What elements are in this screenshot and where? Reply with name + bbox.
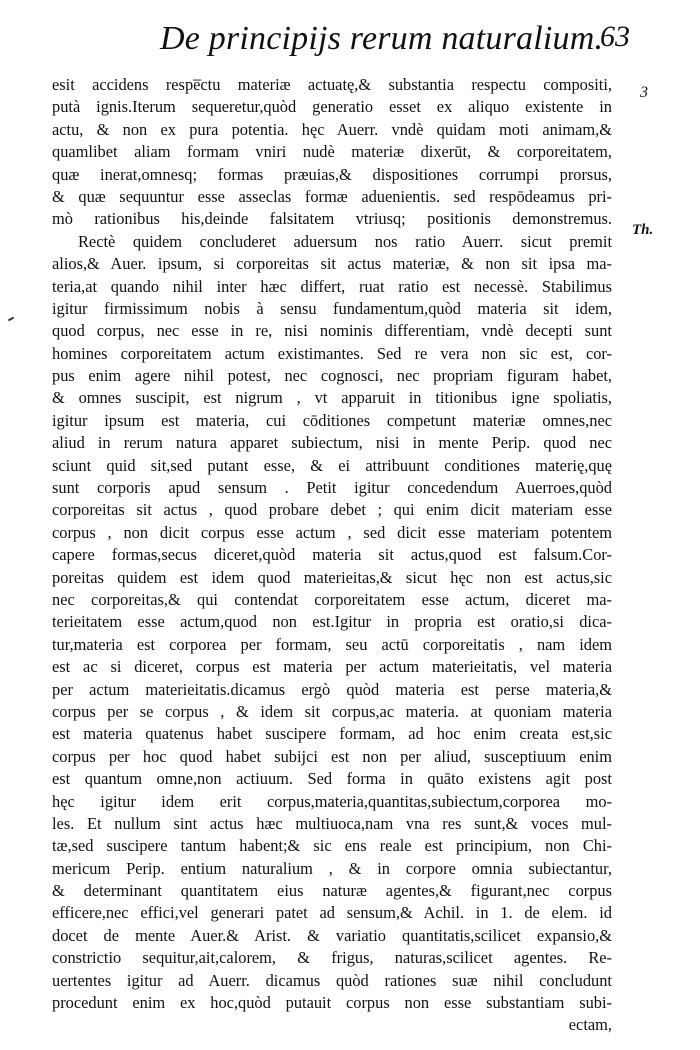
text-line: terieitatem esse actum,quod non est.Igitur in propria est oratio,si dica-	[52, 612, 612, 632]
text-line: est ac si diceret, corpus est materia per actum materieitatis, vel materia	[52, 657, 612, 677]
text-line: quod corpus, nec esse in re, nisi nominis differentiam, vndè decepti sunt	[52, 321, 612, 341]
text-line: quæ inerat,omnesq; formas præuias,& dispositiones corrumpi prorsus,	[52, 164, 612, 184]
margin-note-th: Th.	[632, 222, 654, 238]
text-line: per actum materieitatis.dicamus ergò quòd materia est perse materia,&	[52, 679, 612, 699]
running-title: De principijs rerum naturalium.	[160, 20, 604, 57]
text-line: ectam,	[568, 1015, 612, 1035]
text-line: capere formas,secus diceret,quòd materia sit actus,quod est falsum.Cor-	[52, 545, 612, 565]
text-line: efficere,nec effici,vel generari patet ad sensum,& Achil. in 1. de elem. id	[52, 903, 612, 923]
text-line: quamlibet aliam formam vniri nudè materiæ dixerūt, & corporeitatem,	[52, 142, 612, 162]
page-number: 63	[600, 20, 630, 53]
text-line: igitur ipsum est materia, cui cōditiones competunt materiæ omnes,nec	[52, 410, 612, 430]
text-line: & quæ sequuntur esse asseclas formæ aduenientis. sed respōdeamus pri-	[52, 186, 612, 206]
text-line: constrictio sequitur,ait,calorem, & frigus, naturas,scilicet agentes. Re-	[52, 948, 612, 968]
text-line: corpus per hoc quod habet subijci est non per aliud, susceptiuum enim	[52, 746, 612, 766]
running-header	[120, 20, 640, 70]
text-line: actu, & non ex pura potentia. hęc Auerr. vndè quidam moti animam,&	[52, 119, 612, 139]
text-line: hęc igitur idem erit corpus,materia,quantitas,subiectum,corporea mo-	[52, 791, 612, 811]
text-line: nec corporeitas,& qui contendat corporeitatem esse actum, diceret ma-	[52, 589, 612, 609]
text-line: est materia quatenus habet suscipere formam, ad hoc enim creata est,sic	[52, 724, 612, 744]
text-line: & determinant quantitatem eius naturæ agentes,& figurant,nec corpus	[52, 881, 612, 901]
text-line: mericum Perip. entium naturalium , & in corpore omnia subiectantur,	[52, 858, 612, 878]
text-line: putà ignis.Iterum sequeretur,quòd generatio esset ex aliquo existente in	[52, 97, 612, 117]
text-line: sunt corporis apud sensum . Petit igitur concedendum Auerroes,quòd	[52, 478, 612, 498]
text-line: tur,materia est corporea per formam, seu actū corporeitatis , nam idem	[52, 634, 612, 654]
text-line: corpus , non dicit corpus esse actum , sed dicit esse materiam potentem	[52, 522, 612, 542]
text-line: est quantum omne,non actiuum. Sed forma in quāto existens agit post	[52, 769, 612, 789]
margin-note-number: 3	[640, 84, 648, 101]
text-line: esit accidens respe̅ctu materiæ actuatę,& substantia respectu compositi,	[52, 75, 612, 94]
text-line: alios,& Auer. ipsum, si corporeitas sit actus materiæ, & non sit ipsa ma-	[52, 254, 612, 274]
body-text	[52, 74, 612, 1037]
text-line: sciunt quid sit,sed putant esse, & ei attribuunt conditiones materię,quę	[52, 455, 612, 475]
text-line: pus enim agere nihil potest, nec cognosci, nec propriam figuram habet,	[52, 366, 612, 386]
text-line: docet de mente Auer.& Arist. & variatio quantitatis,scilicet expansio,&	[52, 925, 612, 945]
text-line: tæ,sed suscipere tantum habent;& sic ens reale est principium, non Chi-	[52, 836, 612, 856]
text-line: poreitas quidem est idem quod materieitas,& sicut hęc non est actus,sic	[52, 567, 612, 587]
print-speck	[8, 317, 14, 322]
text-line: igitur firmissimum nobis à sensu fundamentum,quòd materia sit idem,	[52, 298, 612, 318]
text-line: aliud in rerum natura apparet subiectum, nisi in mente Perip. quod nec	[52, 433, 612, 453]
text-line: procedunt enim ex hoc,quòd putauit corpus non esse substantiam subi-	[52, 993, 612, 1013]
text-line: uertentes igitur ad Auerr. dicamus quòd rationes suæ nihil concludunt	[52, 970, 612, 990]
text-line: mò rationibus his,deinde falsitatem vtriusq; positionis demonstremus.	[52, 209, 612, 229]
text-line: Rectè quidem concluderet aduersum nos ratio Auerr. sicut premit	[78, 231, 612, 251]
text-line: homines corporeitatem actum existimantes. Sed re vera non sic est, cor-	[52, 343, 612, 363]
text-line: teria,at quando nihil inter hæc differt, ruat ratio est necessè. Stabilimus	[52, 276, 612, 296]
text-line: corporeitas sit actus , quod probare debet ; qui enim dicit materiam esse	[52, 500, 612, 520]
text-line: & omnes suscipit, est nigrum , vt apparuit in titionibus igne spoliatis,	[52, 388, 612, 408]
text-line: corpus per se corpus , & idem sit corpus,ac materia. at quoniam materia	[52, 701, 612, 721]
text-line: les. Et nullum sint actus hæc multiuoca,nam vna res sunt,& voces mul-	[52, 813, 612, 833]
